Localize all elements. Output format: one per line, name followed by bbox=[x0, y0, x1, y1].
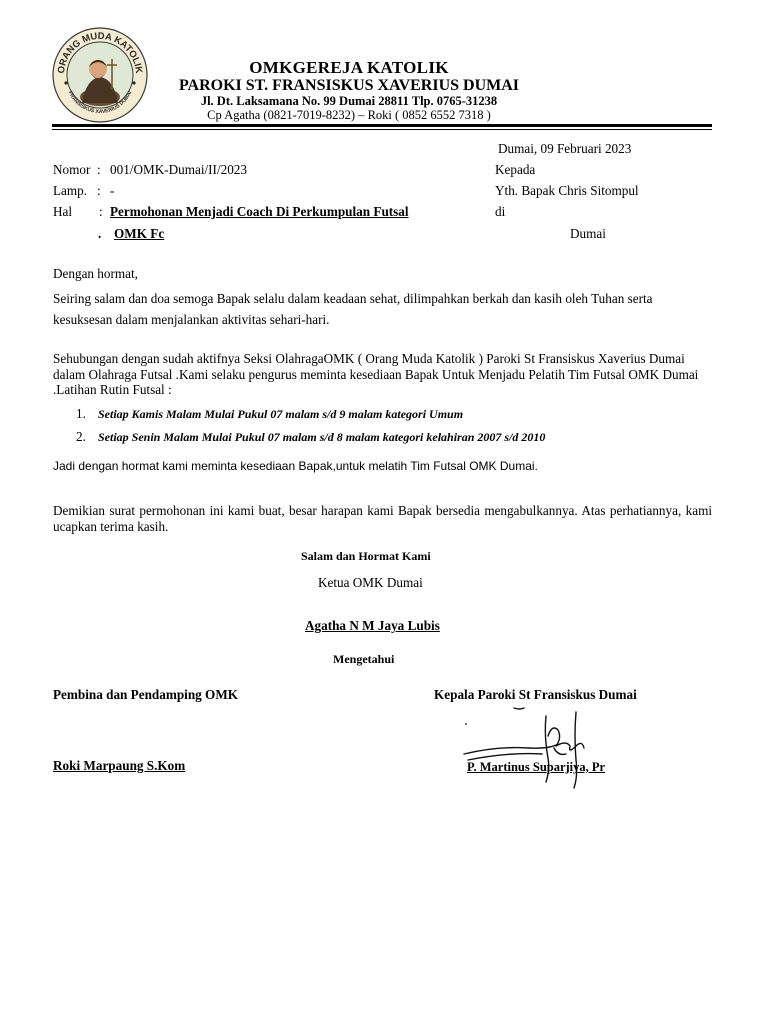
letterhead-parish: PAROKI ST. FRANSISKUS XAVERIUS DUMAI bbox=[178, 77, 520, 94]
hal-cont-value: OMK Fc bbox=[114, 226, 165, 241]
logo-ring-text-top: ORANG MUDA KATOLIK bbox=[55, 30, 145, 75]
nomor-sep: : bbox=[97, 162, 101, 177]
closing-salam: Salam dan Hormat Kami bbox=[301, 549, 431, 563]
hal-cont-dot: . bbox=[98, 226, 102, 241]
hal-sep: : bbox=[99, 204, 103, 219]
logo-ring-text-bottom: FRANSISKUS XAVERIUS DUMAI bbox=[66, 90, 134, 116]
letter-date: Dumai, 09 Februari 2023 bbox=[498, 141, 632, 156]
letterhead-org: OMKGEREJA KATOLIK bbox=[249, 58, 449, 77]
letterhead-divider-thin bbox=[52, 129, 712, 130]
paragraph-closing: Demikian surat permohonan ini kami buat, besar harapan kami Bapak bersedia mengabulkannya. Atas perhatiannya, kami ucapkan terima kasih. bbox=[53, 503, 712, 534]
closing-position: Ketua OMK Dumai bbox=[318, 575, 423, 590]
left-signatory-title: Pembina dan Pendamping OMK bbox=[53, 687, 239, 702]
recipient-kepada: Kepada bbox=[495, 162, 536, 177]
list-item-1-text: Setiap Kamis Malam Mulai Pukul 07 malam s/d 9 malam kategori Umum bbox=[98, 407, 464, 421]
closing-signer: Agatha N M Jaya Lubis bbox=[305, 618, 440, 633]
list-item-1-number: 1. bbox=[76, 406, 86, 421]
greeting: Dengan hormat, bbox=[53, 266, 138, 281]
closing-mengetahui: Mengetahui bbox=[333, 652, 395, 666]
letterhead-address: Jl. Dt. Laksamana No. 99 Dumai 28811 Tlp. 0765-31238 bbox=[200, 94, 498, 108]
recipient-place: Dumai bbox=[570, 226, 606, 241]
recipient-di: di bbox=[495, 204, 506, 219]
hal-value: Permohonan Menjadi Coach Di Perkumpulan Futsal bbox=[110, 204, 409, 219]
left-signatory-name: Roki Marpaung S.Kom bbox=[53, 758, 186, 773]
lamp-label: Lamp. bbox=[53, 183, 88, 198]
letterhead-divider-thick bbox=[52, 124, 712, 127]
paragraph-opening: Seiring salam dan doa semoga Bapak selalu dalam keadaan sehat, dilimpahkan berkah dan kasih oleh Tuhan serta kesuksesan dalam menjalankan aktivitas sehari-hari. bbox=[53, 291, 653, 327]
list-item-2-number: 2. bbox=[76, 429, 86, 444]
parish-logo bbox=[52, 27, 148, 123]
recipient-name: Yth. Bapak Chris Sitompul bbox=[495, 183, 639, 198]
lamp-sep: : bbox=[97, 183, 101, 198]
nomor-value: 001/OMK-Dumai/II/2023 bbox=[110, 162, 247, 177]
lamp-value: - bbox=[110, 183, 115, 198]
handwritten-signature bbox=[458, 706, 630, 794]
letterhead-contact: Cp Agatha (0821-7019-8232) – Roki ( 0852 6552 7318 ) bbox=[207, 108, 491, 122]
paragraph-request: Sehubungan dengan sudah aktifnya Seksi OlahragaOMK ( Orang Muda Katolik ) Paroki St Fransiskus Xaverius Dumai dalam Olahraga Futsal .Kami selaku pengurus meminta kesediaan Bapak Untuk Menjadu Pelatih Tim Futsal OMK Dumai .Latihan Rutin Futsal : bbox=[53, 351, 699, 397]
nomor-label: Nomor bbox=[53, 162, 91, 177]
hal-label: Hal bbox=[53, 204, 73, 219]
right-signatory-name: P. Martinus Suparjiya, Pr bbox=[467, 760, 606, 774]
list-item-2-text: Setiap Senin Malam Mulai Pukul 07 malam s/d 8 malam kategori kelahiran 2007 s/d 2010 bbox=[98, 430, 546, 444]
right-signatory-title: Kepala Paroki St Fransiskus Dumai bbox=[434, 687, 637, 702]
paragraph-hope: Jadi dengan hormat kami meminta kesediaan Bapak,untuk melatih Tim Futsal OMK Dumai. bbox=[53, 459, 538, 473]
